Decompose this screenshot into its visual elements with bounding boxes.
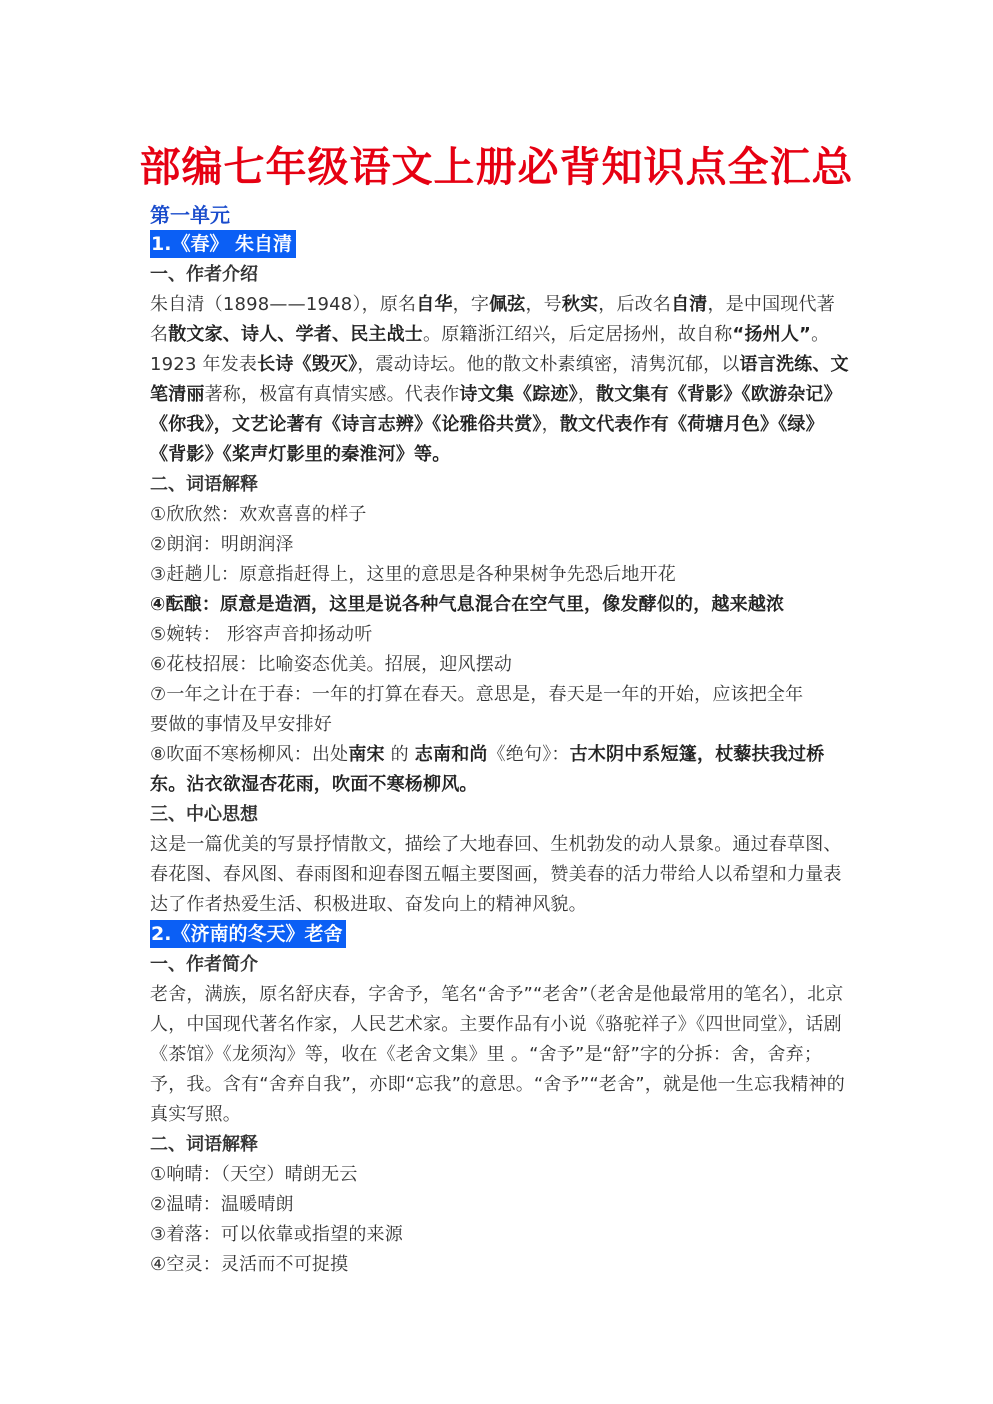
word-item: ⑤婉转： 形容声音抑扬动听 — [150, 624, 373, 645]
word-item: ④酝酿：原意是造酒，这里是说各种气息混合在空气里，像发酵似的，越来越浓 — [150, 594, 785, 615]
word-item: ①响晴：（天空）晴朗无云 — [150, 1164, 358, 1185]
word-item: ⑧吹面不寒杨柳风：出处南宋 的 志南和尚《绝句》：古木阴中系短篷，杖藜扶我过桥东。沾衣欲湿杏花雨，吹面不寒杨柳风。 — [150, 744, 825, 795]
unit-heading: 第一单元 — [150, 203, 230, 227]
word-item: ②朗润：明朗润泽 — [150, 534, 294, 555]
lesson-2-heading: 2.《济南的冬天》老舍 — [150, 920, 346, 948]
document-content — [150, 200, 850, 1280]
author-intro-heading: 一、作者介绍 — [150, 264, 258, 285]
lesson-heading-wrap — [150, 920, 850, 950]
author-brief-heading: 一、作者简介 — [150, 954, 258, 975]
word-item: ①欣欣然：欢欢喜喜的样子 — [150, 504, 367, 525]
word-item: ③赶趟儿：原意指赶得上，这里的意思是各种果树争先恐后地开花 — [150, 564, 676, 585]
word-item: ③着落：可以依靠或指望的来源 — [150, 1224, 403, 1245]
central-idea-heading: 三、中心思想 — [150, 804, 258, 825]
word-explanation-heading: 二、词语解释 — [150, 1134, 258, 1155]
word-explanation-heading: 二、词语解释 — [150, 474, 258, 495]
lesson-1-heading: 1.《春》 朱自清 — [150, 230, 296, 258]
word-item: ②温晴：温暖晴朗 — [150, 1194, 294, 1215]
word-item: ④空灵：灵活而不可捉摸 — [150, 1254, 349, 1275]
word-item: ⑦一年之计在于春：一年的打算在春天。意思是，春天是一年的开始，应该把全年 要做的事情及早安排好 — [150, 684, 804, 735]
document-title: 部编七年级语文上册必背知识点全汇总 — [139, 143, 854, 191]
author-brief-paragraph: 老舍，满族，原名舒庆春，字舍予，笔名“舍予”“老舍”（老舍是他最常用的笔名），北京人，中国现代著名作家，人民艺术家。主要作品有小说《骆驼祥子》《四世同堂》，话剧《茶馆》《龙须沟》等，收在《老舍文集》里 。“舍予”是“舒”字的分拆：舍，舍弃；予，我。含有“舍弃自我”，亦即“忘我”的意思。“舍予”“老舍”，就是他一生忘我精神的真实写照。 — [150, 984, 845, 1125]
author-intro-paragraph: 朱自清（1898——1948），原名自华，字佩弦，号秋实，后改名自清，是中国现代著名散文家、诗人、学者、民主战士。原籍浙江绍兴，后定居扬州，故自称“扬州人”。1923 年发表长诗《毁灭》，震动诗坛。他的散文朴素缜密，清隽沉郁，以语言洗练、文笔清丽著称，极富有真情实感。代表作诗文集《踪迹》，散文集有《背影》《欧游杂记》《你我》，文艺论著有《诗言志辨》《论雅俗共赏》，散文代表作有《荷塘月色》《绿》《背影》《桨声灯影里的秦淮河》等。 — [150, 294, 849, 465]
word-item: ⑥花枝招展：比喻姿态优美。招展，迎风摆动 — [150, 654, 513, 675]
central-idea-paragraph: 这是一篇优美的写景抒情散文，描绘了大地春回、生机勃发的动人景象。通过春草图、春花图、春风图、春雨图和迎春图五幅主要图画，赞美春的活力带给人以希望和力量表达了作者热爱生活、积极进取、奋发向上的精神风貌。 — [150, 834, 842, 915]
lesson-heading-wrap — [150, 230, 850, 260]
